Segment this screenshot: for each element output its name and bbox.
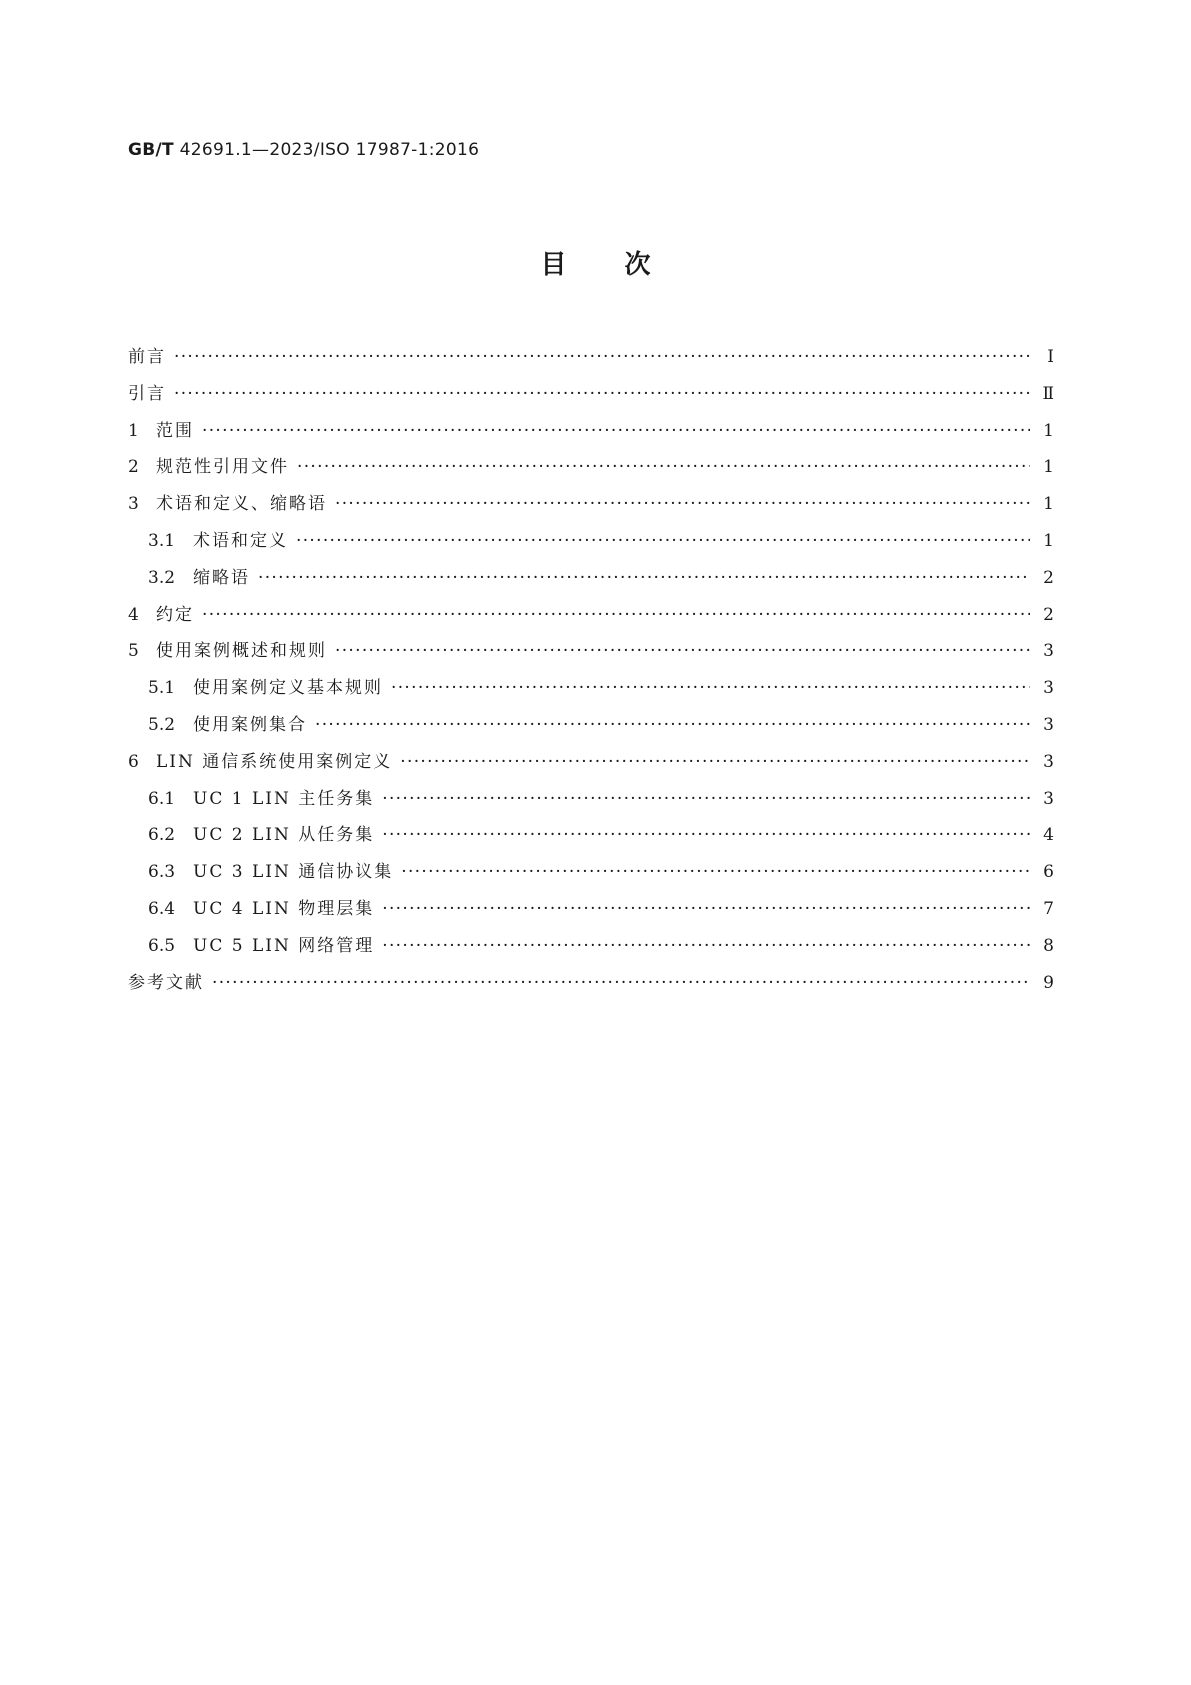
- toc-dot-leader: [296, 531, 1030, 551]
- toc-entry-page-number: 9: [1043, 972, 1054, 993]
- toc-entry-label: 术语和定义: [193, 530, 288, 551]
- toc-entry[interactable]: [128, 784, 1054, 821]
- toc-entry-number: 1: [128, 420, 139, 441]
- toc-entry[interactable]: [128, 636, 1054, 673]
- toc-entry-page-number: Ⅰ: [1047, 347, 1054, 367]
- toc-dot-leader: [212, 973, 1030, 993]
- toc-entry-number: 3.2: [148, 567, 176, 588]
- toc-dot-leader: [382, 825, 1030, 845]
- toc-entry[interactable]: [128, 379, 1054, 416]
- toc-entry-page-number: 7: [1043, 898, 1054, 919]
- toc-entry[interactable]: [128, 600, 1054, 637]
- toc-entry[interactable]: [128, 820, 1054, 857]
- toc-dot-leader: [335, 641, 1030, 661]
- toc-entry-page-number: 3: [1043, 678, 1054, 699]
- toc-dot-leader: [401, 862, 1030, 882]
- toc-entry-page-number: 2: [1043, 604, 1054, 625]
- toc-entry-number: 5.1: [148, 678, 176, 699]
- toc-entry-number: 5.2: [148, 714, 176, 735]
- toc-entry-page-number: 3: [1043, 788, 1054, 809]
- toc-dot-leader: [258, 568, 1030, 588]
- toc-dot-leader: [202, 605, 1030, 625]
- toc-entry-number: 6.5: [148, 935, 176, 956]
- toc-title: 目次: [540, 250, 709, 280]
- toc-entry-page-number: 3: [1043, 751, 1054, 772]
- toc-dot-leader: [382, 789, 1030, 809]
- toc-dot-leader: [315, 715, 1030, 735]
- toc-dot-leader: [202, 421, 1030, 441]
- toc-entry[interactable]: [128, 968, 1054, 1005]
- toc-entry[interactable]: [128, 673, 1054, 710]
- toc-entry[interactable]: [128, 452, 1054, 489]
- toc-entry-page-number: 4: [1043, 825, 1054, 846]
- standard-number: 42691.1—2023/ISO 17987-1:2016: [173, 140, 480, 160]
- toc-entry[interactable]: [128, 416, 1054, 453]
- toc-entry-number: 3.1: [148, 530, 176, 551]
- toc-dot-leader: [400, 752, 1030, 772]
- toc-entry-number: 5: [128, 641, 139, 662]
- toc-entry-label: 使用案例定义基本规则: [193, 678, 383, 699]
- toc-entry-number: 6.4: [148, 898, 176, 919]
- toc-entry-page-number: 6: [1043, 862, 1054, 883]
- toc-entry-label: 使用案例概述和规则: [156, 641, 327, 662]
- toc-entry-number: 6: [128, 751, 139, 772]
- toc-entry-page-number: 1: [1043, 494, 1054, 515]
- toc-entry-label: 术语和定义、缩略语: [156, 494, 327, 515]
- toc-dot-leader: [335, 494, 1030, 514]
- table-of-contents: [128, 342, 1054, 1004]
- toc-entry-page-number: 1: [1043, 420, 1054, 441]
- toc-entry-number: 4: [128, 604, 139, 625]
- toc-entry-label: 参考文献: [128, 972, 204, 993]
- toc-entry-label: 引言: [128, 383, 166, 404]
- toc-entry-label: UC 1 LIN 主任务集: [193, 788, 375, 809]
- toc-dot-leader: [174, 347, 1030, 367]
- toc-entry-label: UC 4 LIN 物理层集: [193, 898, 375, 919]
- toc-entry-number: 6.3: [148, 862, 176, 883]
- toc-entry[interactable]: [128, 489, 1054, 526]
- toc-entry-page-number: 2: [1043, 567, 1054, 588]
- document-code: [128, 140, 479, 160]
- toc-entry-page-number: 1: [1043, 530, 1054, 551]
- toc-entry-number: 6.1: [148, 788, 176, 809]
- toc-entry-page-number: 1: [1043, 457, 1054, 478]
- toc-entry[interactable]: [128, 931, 1054, 968]
- toc-entry-number: 2: [128, 457, 139, 478]
- toc-entry-page-number: 3: [1043, 641, 1054, 662]
- toc-entry-label: UC 3 LIN 通信协议集: [193, 862, 394, 883]
- toc-entry[interactable]: [128, 710, 1054, 747]
- toc-entry[interactable]: [128, 526, 1054, 563]
- toc-entry[interactable]: [128, 563, 1054, 600]
- toc-entry-label: 范围: [156, 420, 194, 441]
- toc-entry-label: 约定: [156, 604, 194, 625]
- toc-entry-label: 前言: [128, 347, 166, 367]
- toc-dot-leader: [382, 899, 1030, 919]
- toc-entry-label: UC 5 LIN 网络管理: [193, 935, 375, 956]
- toc-entry-number: 3: [128, 494, 139, 515]
- toc-entry-page-number: 3: [1043, 714, 1054, 735]
- toc-entry[interactable]: [128, 894, 1054, 931]
- toc-entry-page-number: Ⅱ: [1042, 383, 1054, 404]
- toc-entry[interactable]: [128, 857, 1054, 894]
- toc-dot-leader: [382, 936, 1030, 956]
- toc-dot-leader: [391, 678, 1030, 698]
- toc-entry-number: 6.2: [148, 825, 176, 846]
- toc-entry-page-number: 8: [1043, 935, 1054, 956]
- toc-entry[interactable]: [128, 342, 1054, 379]
- toc-entry-label: 规范性引用文件: [156, 457, 289, 478]
- toc-entry[interactable]: [128, 747, 1054, 784]
- toc-entry-label: 使用案例集合: [193, 714, 307, 735]
- toc-dot-leader: [297, 457, 1030, 477]
- toc-entry-label: UC 2 LIN 从任务集: [193, 825, 375, 846]
- toc-dot-leader: [174, 384, 1030, 404]
- toc-entry-label: LIN 通信系统使用案例定义: [156, 751, 393, 772]
- standard-prefix: GB/T: [128, 140, 174, 160]
- toc-entry-label: 缩略语: [193, 567, 250, 588]
